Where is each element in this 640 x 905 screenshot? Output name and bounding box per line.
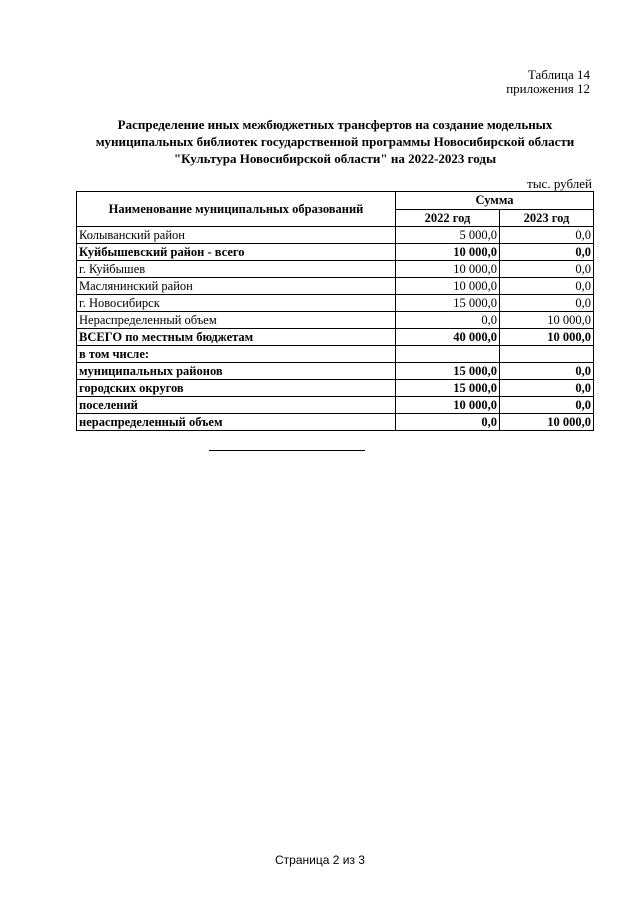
- row-value-2023: 0,0: [500, 363, 594, 380]
- row-value-2023: 0,0: [500, 227, 594, 244]
- appendix-number: приложения 12: [506, 81, 590, 96]
- title-line-2: муниципальных библиотек государственной программы Новосибирской области: [95, 134, 575, 149]
- title-line-3: "Культура Новосибирской области" на 2022-2023 годы: [173, 151, 497, 166]
- table-row: [77, 278, 594, 295]
- column-header-2023: 2023 год: [500, 209, 594, 227]
- row-name: муниципальных районов: [77, 363, 396, 380]
- units-label: тыс. рублей: [527, 176, 592, 191]
- row-value-2023: 0,0: [500, 244, 594, 261]
- table-row: [77, 329, 594, 346]
- row-value-2023: [500, 346, 594, 363]
- row-value-2023: 0,0: [500, 278, 594, 295]
- separator-line: [209, 450, 365, 451]
- row-value-2023: 0,0: [500, 261, 594, 278]
- table-row: [77, 380, 594, 397]
- row-value-2022: 15 000,0: [396, 295, 500, 312]
- row-value-2022: 10 000,0: [396, 278, 500, 295]
- row-name: Куйбышевский район - всего: [77, 244, 396, 261]
- row-value-2023: 10 000,0: [500, 414, 594, 431]
- table-row: [77, 397, 594, 414]
- row-value-2022: 15 000,0: [396, 363, 500, 380]
- row-value-2023: 0,0: [500, 295, 594, 312]
- table-body: [77, 227, 594, 431]
- row-value-2023: 0,0: [500, 397, 594, 414]
- title-line-1: Распределение иных межбюджетных трансфертов на создание модельных: [117, 117, 553, 132]
- row-name: ВСЕГО по местным бюджетам: [77, 329, 396, 346]
- row-value-2023: 0,0: [500, 380, 594, 397]
- column-header-sum: Сумма: [396, 192, 594, 210]
- row-name: Маслянинский район: [77, 278, 396, 295]
- table-row: [77, 227, 594, 244]
- row-name: г. Новосибирск: [77, 295, 396, 312]
- row-name: нераспределенный объем: [77, 414, 396, 431]
- row-value-2022: [396, 346, 500, 363]
- row-value-2022: 0,0: [396, 414, 500, 431]
- row-name: городских округов: [77, 380, 396, 397]
- table-row: [77, 261, 594, 278]
- table-row: [77, 414, 594, 431]
- table-row: [77, 312, 594, 329]
- row-value-2023: 10 000,0: [500, 312, 594, 329]
- table-row: [77, 346, 594, 363]
- row-name: г. Куйбышев: [77, 261, 396, 278]
- table-row: [77, 244, 594, 261]
- column-header-name: Наименование муниципальных образований: [77, 192, 396, 227]
- page-number: Страница 2 из 3: [275, 853, 365, 867]
- row-value-2022: 15 000,0: [396, 380, 500, 397]
- document-title: [75, 116, 595, 167]
- row-value-2022: 0,0: [396, 312, 500, 329]
- row-value-2022: 5 000,0: [396, 227, 500, 244]
- table-number: Таблица 14: [527, 67, 590, 82]
- row-value-2022: 40 000,0: [396, 329, 500, 346]
- table-row: [77, 295, 594, 312]
- row-name: поселений: [77, 397, 396, 414]
- table-reference: [506, 68, 590, 96]
- row-name: Нераспределенный объем: [77, 312, 396, 329]
- row-value-2023: 10 000,0: [500, 329, 594, 346]
- row-name: в том числе:: [77, 346, 396, 363]
- table-row: [77, 363, 594, 380]
- transfers-table: [76, 191, 594, 431]
- row-value-2022: 10 000,0: [396, 397, 500, 414]
- column-header-2022: 2022 год: [396, 209, 500, 227]
- row-value-2022: 10 000,0: [396, 244, 500, 261]
- row-name: Колыванский район: [77, 227, 396, 244]
- row-value-2022: 10 000,0: [396, 261, 500, 278]
